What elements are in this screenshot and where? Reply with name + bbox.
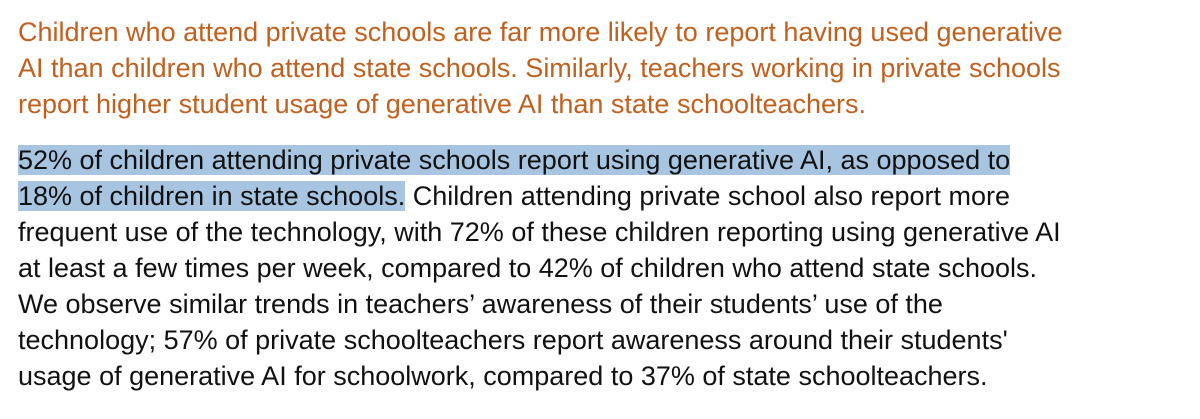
summary-line: report higher student usage of generative AI than state schoolteachers. (18, 89, 867, 119)
summary-line: Children who attend private schools are far more likely to report having used generative (18, 17, 1063, 47)
body-paragraph (18, 142, 1188, 394)
body-line (18, 178, 1188, 214)
selected-text[interactable]: 18% of children in state schools. (18, 181, 406, 211)
body-line: frequent use of the technology, with 72% of these children reporting using generative AI (18, 217, 1061, 247)
body-line (18, 142, 1188, 178)
body-line: technology; 57% of private schoolteachers report awareness around their students' (18, 325, 1008, 355)
summary-paragraph (18, 14, 1188, 122)
body-line: We observe similar trends in teachers’ awareness of their students’ use of the (18, 289, 943, 319)
body-line: at least a few times per week, compared to 42% of children who attend state schools. (18, 253, 1038, 283)
summary-line: AI than children who attend state schools. Similarly, teachers working in private schools (18, 53, 1061, 83)
body-line: usage of generative AI for schoolwork, compared to 37% of state schoolteachers. (18, 361, 988, 391)
document (18, 14, 1188, 394)
body-text: Children attending private school also report more (405, 181, 1011, 211)
selected-text[interactable]: 52% of children attending private schools report using generative AI, as opposed to (18, 145, 1011, 175)
